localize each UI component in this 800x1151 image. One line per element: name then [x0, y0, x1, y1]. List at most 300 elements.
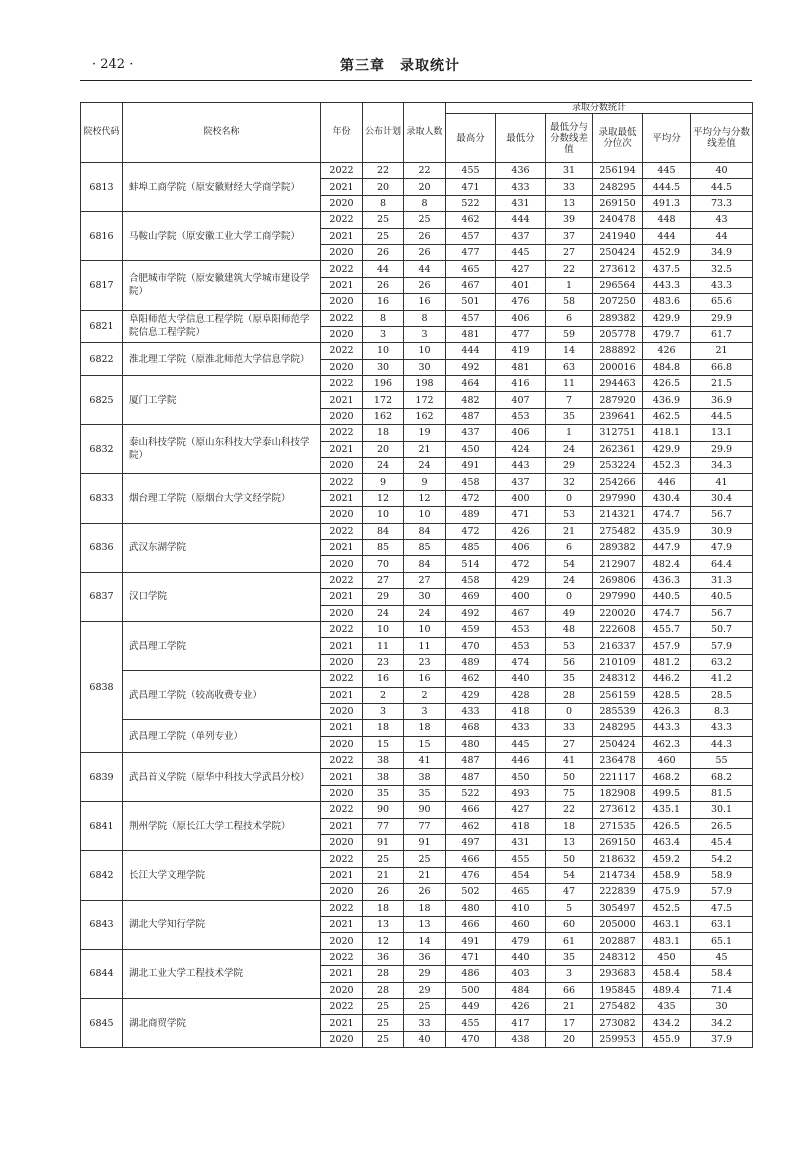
cell-min-diff: 14 [546, 343, 593, 359]
cell-admitted: 16 [404, 671, 446, 687]
cell-year: 2021 [321, 687, 363, 703]
cell-avg-diff: 34.3 [691, 458, 753, 474]
table-row [81, 163, 753, 179]
cell-avg: 499.5 [643, 785, 691, 801]
cell-plan: 26 [363, 277, 404, 293]
cell-year: 2021 [321, 720, 363, 736]
school-name: 合肥城市学院（原安徽建筑大学城市建设学院） [123, 261, 321, 310]
cell-min-diff: 0 [546, 703, 593, 719]
cell-avg-diff: 40 [691, 163, 753, 179]
cell-year: 2021 [321, 769, 363, 785]
cell-plan: 12 [363, 490, 404, 506]
school-name: 湖北工业大学工程技术学院 [123, 949, 321, 998]
cell-avg: 435 [643, 998, 691, 1014]
cell-year: 2021 [321, 589, 363, 605]
cell-rank: 294463 [593, 376, 643, 392]
cell-min-diff: 63 [546, 359, 593, 375]
cell-plan: 27 [363, 572, 404, 588]
cell-avg: 479.7 [643, 326, 691, 342]
cell-min-diff: 20 [546, 1031, 593, 1047]
cell-year: 2022 [321, 851, 363, 867]
cell-max: 489 [446, 507, 496, 523]
school-name: 阜阳师范大学信息工程学院（原阜阳师范学院信息工程学院） [123, 310, 321, 343]
school-code: 6822 [81, 343, 123, 376]
cell-max: 458 [446, 572, 496, 588]
cell-rank: 200016 [593, 359, 643, 375]
cell-admitted: 21 [404, 441, 446, 457]
cell-max: 433 [446, 703, 496, 719]
school-name: 武昌首义学院（原华中科技大学武昌分校） [123, 753, 321, 802]
cell-admitted: 85 [404, 539, 446, 555]
cell-avg: 446.2 [643, 671, 691, 687]
cell-avg-diff: 57.9 [691, 884, 753, 900]
cell-min-diff: 59 [546, 326, 593, 342]
cell-max: 480 [446, 900, 496, 916]
cell-year: 2020 [321, 1031, 363, 1047]
cell-admitted: 10 [404, 343, 446, 359]
cell-max: 462 [446, 671, 496, 687]
cell-avg: 418.1 [643, 425, 691, 441]
cell-rank: 273082 [593, 1015, 643, 1031]
cell-plan: 18 [363, 900, 404, 916]
school-name: 汉口学院 [123, 572, 321, 621]
cell-max: 470 [446, 638, 496, 654]
cell-admitted: 25 [404, 212, 446, 228]
cell-min: 400 [496, 589, 546, 605]
cell-admitted: 38 [404, 769, 446, 785]
cell-rank: 262361 [593, 441, 643, 457]
cell-min-diff: 1 [546, 425, 593, 441]
cell-avg-diff: 34.2 [691, 1015, 753, 1031]
cell-year: 2020 [321, 654, 363, 670]
cell-min-diff: 50 [546, 851, 593, 867]
cell-avg-diff: 81.5 [691, 785, 753, 801]
cell-rank: 269806 [593, 572, 643, 588]
cell-min: 429 [496, 572, 546, 588]
cell-rank: 241940 [593, 228, 643, 244]
cell-max: 469 [446, 589, 496, 605]
cell-avg: 484.8 [643, 359, 691, 375]
cell-min: 454 [496, 867, 546, 883]
cell-min: 436 [496, 163, 546, 179]
cell-max: 470 [446, 1031, 496, 1047]
cell-min-diff: 47 [546, 884, 593, 900]
cell-year: 2020 [321, 244, 363, 260]
cell-avg-diff: 47.9 [691, 539, 753, 555]
cell-admitted: 8 [404, 195, 446, 211]
cell-admitted: 26 [404, 244, 446, 260]
school-name: 马鞍山学院（原安徽工业大学工商学院） [123, 212, 321, 261]
cell-min: 433 [496, 179, 546, 195]
cell-avg-diff: 29.9 [691, 441, 753, 457]
cell-max: 477 [446, 244, 496, 260]
school-name: 蚌埠工商学院（原安徽财经大学商学院） [123, 163, 321, 212]
cell-min-diff: 58 [546, 294, 593, 310]
cell-min: 419 [496, 343, 546, 359]
cell-admitted: 21 [404, 867, 446, 883]
cell-avg-diff: 58.4 [691, 966, 753, 982]
cell-plan: 162 [363, 408, 404, 424]
cell-year: 2022 [321, 900, 363, 916]
cell-min: 406 [496, 310, 546, 326]
cell-year: 2021 [321, 539, 363, 555]
cell-rank: 195845 [593, 982, 643, 998]
cell-year: 2020 [321, 359, 363, 375]
cell-plan: 23 [363, 654, 404, 670]
cell-admitted: 24 [404, 605, 446, 621]
cell-min-diff: 53 [546, 638, 593, 654]
cell-admitted: 198 [404, 376, 446, 392]
cell-avg: 475.9 [643, 884, 691, 900]
table-row [81, 900, 753, 916]
cell-rank: 250424 [593, 244, 643, 260]
cell-rank: 205778 [593, 326, 643, 342]
cell-min: 481 [496, 359, 546, 375]
cell-avg-diff: 44.5 [691, 179, 753, 195]
cell-avg: 436.9 [643, 392, 691, 408]
cell-admitted: 36 [404, 949, 446, 965]
cell-min-diff: 0 [546, 490, 593, 506]
cell-year: 2022 [321, 671, 363, 687]
cell-rank: 269150 [593, 835, 643, 851]
cell-admitted: 162 [404, 408, 446, 424]
cell-year: 2021 [321, 818, 363, 834]
cell-min: 440 [496, 671, 546, 687]
cell-min-diff: 7 [546, 392, 593, 408]
cell-max: 487 [446, 408, 496, 424]
cell-year: 2020 [321, 835, 363, 851]
cell-avg-diff: 30.9 [691, 523, 753, 539]
cell-min: 410 [496, 900, 546, 916]
school-code: 6837 [81, 572, 123, 621]
cell-year: 2020 [321, 703, 363, 719]
cell-min: 428 [496, 687, 546, 703]
cell-rank: 182908 [593, 785, 643, 801]
cell-avg-diff: 40.5 [691, 589, 753, 605]
cell-min: 465 [496, 884, 546, 900]
cell-avg: 459.2 [643, 851, 691, 867]
table-row [81, 998, 753, 1014]
cell-plan: 25 [363, 1015, 404, 1031]
cell-rank: 256194 [593, 163, 643, 179]
cell-admitted: 3 [404, 326, 446, 342]
cell-avg: 428.5 [643, 687, 691, 703]
cell-plan: 44 [363, 261, 404, 277]
cell-plan: 25 [363, 212, 404, 228]
cell-admitted: 9 [404, 474, 446, 490]
cell-year: 2022 [321, 261, 363, 277]
cell-min-diff: 29 [546, 458, 593, 474]
cell-min: 426 [496, 523, 546, 539]
table-row [81, 212, 753, 228]
cell-min-diff: 33 [546, 179, 593, 195]
cell-year: 2021 [321, 490, 363, 506]
cell-plan: 84 [363, 523, 404, 539]
cell-rank: 288892 [593, 343, 643, 359]
cell-min-diff: 61 [546, 933, 593, 949]
cell-min-diff: 39 [546, 212, 593, 228]
cell-avg: 458.4 [643, 966, 691, 982]
cell-min-diff: 3 [546, 966, 593, 982]
cell-avg-diff: 26.5 [691, 818, 753, 834]
cell-max: 458 [446, 474, 496, 490]
cell-max: 486 [446, 966, 496, 982]
cell-avg-diff: 45.4 [691, 835, 753, 851]
cell-avg-diff: 57.9 [691, 638, 753, 654]
cell-max: 522 [446, 195, 496, 211]
cell-min-diff: 33 [546, 720, 593, 736]
cell-plan: 21 [363, 867, 404, 883]
cell-avg-diff: 65.6 [691, 294, 753, 310]
cell-plan: 16 [363, 671, 404, 687]
cell-admitted: 41 [404, 753, 446, 769]
cell-rank: 273612 [593, 802, 643, 818]
cell-rank: 293683 [593, 966, 643, 982]
cell-min-diff: 21 [546, 998, 593, 1014]
cell-admitted: 14 [404, 933, 446, 949]
cell-rank: 248312 [593, 949, 643, 965]
header-score-group: 录取分数统计 [446, 103, 753, 114]
cell-year: 2020 [321, 195, 363, 211]
cell-year: 2020 [321, 933, 363, 949]
cell-min-diff: 28 [546, 687, 593, 703]
cell-year: 2022 [321, 802, 363, 818]
cell-min: 418 [496, 703, 546, 719]
cell-rank: 207250 [593, 294, 643, 310]
cell-year: 2022 [321, 621, 363, 637]
cell-avg: 448 [643, 212, 691, 228]
cell-min: 418 [496, 818, 546, 834]
cell-plan: 24 [363, 605, 404, 621]
cell-avg: 483.6 [643, 294, 691, 310]
cell-rank: 253224 [593, 458, 643, 474]
cell-plan: 9 [363, 474, 404, 490]
cell-rank: 285539 [593, 703, 643, 719]
cell-max: 462 [446, 212, 496, 228]
table-row [81, 376, 753, 392]
cell-plan: 172 [363, 392, 404, 408]
cell-avg-diff: 73.3 [691, 195, 753, 211]
school-code: 6844 [81, 949, 123, 998]
school-code: 6821 [81, 310, 123, 343]
cell-plan: 3 [363, 703, 404, 719]
cell-avg: 474.7 [643, 605, 691, 621]
cell-min-diff: 21 [546, 523, 593, 539]
cell-max: 467 [446, 277, 496, 293]
cell-min-diff: 37 [546, 228, 593, 244]
cell-avg-diff: 21 [691, 343, 753, 359]
cell-min: 453 [496, 621, 546, 637]
cell-plan: 26 [363, 884, 404, 900]
school-code: 6816 [81, 212, 123, 261]
cell-year: 2021 [321, 916, 363, 932]
cell-plan: 28 [363, 966, 404, 982]
cell-plan: 90 [363, 802, 404, 818]
cell-plan: 91 [363, 835, 404, 851]
cell-admitted: 84 [404, 556, 446, 572]
school-code: 6845 [81, 998, 123, 1047]
admission-table [80, 102, 753, 1048]
table-row [81, 343, 753, 359]
table-row [81, 425, 753, 441]
cell-admitted: 84 [404, 523, 446, 539]
cell-rank: 220020 [593, 605, 643, 621]
school-code: 6832 [81, 425, 123, 474]
cell-plan: 38 [363, 753, 404, 769]
cell-year: 2021 [321, 441, 363, 457]
cell-max: 471 [446, 179, 496, 195]
cell-rank: 210109 [593, 654, 643, 670]
cell-avg-diff: 43.3 [691, 720, 753, 736]
cell-admitted: 20 [404, 179, 446, 195]
cell-min: 479 [496, 933, 546, 949]
cell-admitted: 11 [404, 638, 446, 654]
cell-avg: 446 [643, 474, 691, 490]
header-avg-diff: 平均分与分数线差值 [691, 114, 753, 163]
cell-avg: 440.5 [643, 589, 691, 605]
cell-max: 472 [446, 523, 496, 539]
cell-avg-diff: 31.3 [691, 572, 753, 588]
cell-rank: 269150 [593, 195, 643, 211]
cell-avg-diff: 21.5 [691, 376, 753, 392]
cell-admitted: 91 [404, 835, 446, 851]
school-name: 湖北商贸学院 [123, 998, 321, 1047]
school-code: 6833 [81, 474, 123, 523]
cell-rank: 214734 [593, 867, 643, 883]
cell-min-diff: 60 [546, 916, 593, 932]
school-name: 泰山科技学院（原山东科技大学泰山科技学院） [123, 425, 321, 474]
cell-plan: 25 [363, 998, 404, 1014]
cell-admitted: 3 [404, 703, 446, 719]
cell-min: 437 [496, 474, 546, 490]
cell-plan: 85 [363, 539, 404, 555]
cell-avg: 455.7 [643, 621, 691, 637]
cell-min-diff: 41 [546, 753, 593, 769]
cell-avg: 491.3 [643, 195, 691, 211]
cell-max: 457 [446, 310, 496, 326]
cell-admitted: 172 [404, 392, 446, 408]
table-row [81, 720, 753, 736]
cell-min: 427 [496, 261, 546, 277]
cell-rank: 296564 [593, 277, 643, 293]
cell-avg: 458.9 [643, 867, 691, 883]
cell-avg: 445 [643, 163, 691, 179]
cell-plan: 70 [363, 556, 404, 572]
cell-avg: 463.1 [643, 916, 691, 932]
cell-max: 480 [446, 736, 496, 752]
cell-max: 482 [446, 392, 496, 408]
school-code: 6825 [81, 376, 123, 425]
cell-admitted: 24 [404, 458, 446, 474]
cell-plan: 25 [363, 1031, 404, 1047]
cell-year: 2020 [321, 736, 363, 752]
cell-rank: 248295 [593, 720, 643, 736]
cell-plan: 36 [363, 949, 404, 965]
cell-min-diff: 75 [546, 785, 593, 801]
cell-max: 455 [446, 163, 496, 179]
school-name: 厦门工学院 [123, 376, 321, 425]
cell-max: 485 [446, 539, 496, 555]
cell-min: 401 [496, 277, 546, 293]
cell-min-diff: 56 [546, 654, 593, 670]
cell-min: 445 [496, 736, 546, 752]
cell-avg-diff: 61.7 [691, 326, 753, 342]
cell-admitted: 25 [404, 998, 446, 1014]
cell-rank: 202887 [593, 933, 643, 949]
cell-min: 474 [496, 654, 546, 670]
cell-admitted: 35 [404, 785, 446, 801]
cell-avg-diff: 30.1 [691, 802, 753, 818]
cell-plan: 25 [363, 228, 404, 244]
cell-min: 455 [496, 851, 546, 867]
cell-admitted: 40 [404, 1031, 446, 1047]
cell-admitted: 18 [404, 900, 446, 916]
cell-min: 438 [496, 1031, 546, 1047]
cell-avg: 435.9 [643, 523, 691, 539]
cell-year: 2020 [321, 605, 363, 621]
cell-min-diff: 18 [546, 818, 593, 834]
header-min-diff: 最低分与分数线差值 [546, 114, 593, 163]
cell-min: 406 [496, 539, 546, 555]
cell-min: 403 [496, 966, 546, 982]
cell-max: 489 [446, 654, 496, 670]
header-min: 最低分 [496, 114, 546, 163]
header-rule [80, 80, 752, 81]
cell-min: 472 [496, 556, 546, 572]
cell-year: 2022 [321, 310, 363, 326]
cell-max: 468 [446, 720, 496, 736]
cell-min: 453 [496, 638, 546, 654]
school-name: 武昌理工学院（单列专业） [123, 720, 321, 753]
cell-avg: 435.1 [643, 802, 691, 818]
cell-plan: 15 [363, 736, 404, 752]
cell-year: 2021 [321, 1015, 363, 1031]
cell-admitted: 30 [404, 589, 446, 605]
table-row [81, 523, 753, 539]
cell-max: 522 [446, 785, 496, 801]
cell-year: 2021 [321, 179, 363, 195]
cell-rank: 297990 [593, 490, 643, 506]
cell-max: 500 [446, 982, 496, 998]
cell-avg-diff: 45 [691, 949, 753, 965]
cell-admitted: 16 [404, 294, 446, 310]
cell-year: 2022 [321, 753, 363, 769]
cell-admitted: 27 [404, 572, 446, 588]
cell-min: 471 [496, 507, 546, 523]
cell-plan: 26 [363, 244, 404, 260]
cell-avg: 489.4 [643, 982, 691, 998]
cell-min: 406 [496, 425, 546, 441]
school-name: 荆州学院（原长江大学工程技术学院） [123, 802, 321, 851]
cell-max: 455 [446, 1015, 496, 1031]
header-avg: 平均分 [643, 114, 691, 163]
cell-avg: 452.3 [643, 458, 691, 474]
cell-max: 471 [446, 949, 496, 965]
cell-avg: 460 [643, 753, 691, 769]
cell-avg: 481.2 [643, 654, 691, 670]
cell-plan: 77 [363, 818, 404, 834]
cell-max: 491 [446, 933, 496, 949]
cell-avg: 452.5 [643, 900, 691, 916]
cell-year: 2021 [321, 277, 363, 293]
cell-admitted: 23 [404, 654, 446, 670]
cell-rank: 287920 [593, 392, 643, 408]
cell-min-diff: 17 [546, 1015, 593, 1031]
header-max: 最高分 [446, 114, 496, 163]
cell-year: 2020 [321, 884, 363, 900]
cell-year: 2022 [321, 949, 363, 965]
school-name: 烟台理工学院（原烟台大学文经学院） [123, 474, 321, 523]
